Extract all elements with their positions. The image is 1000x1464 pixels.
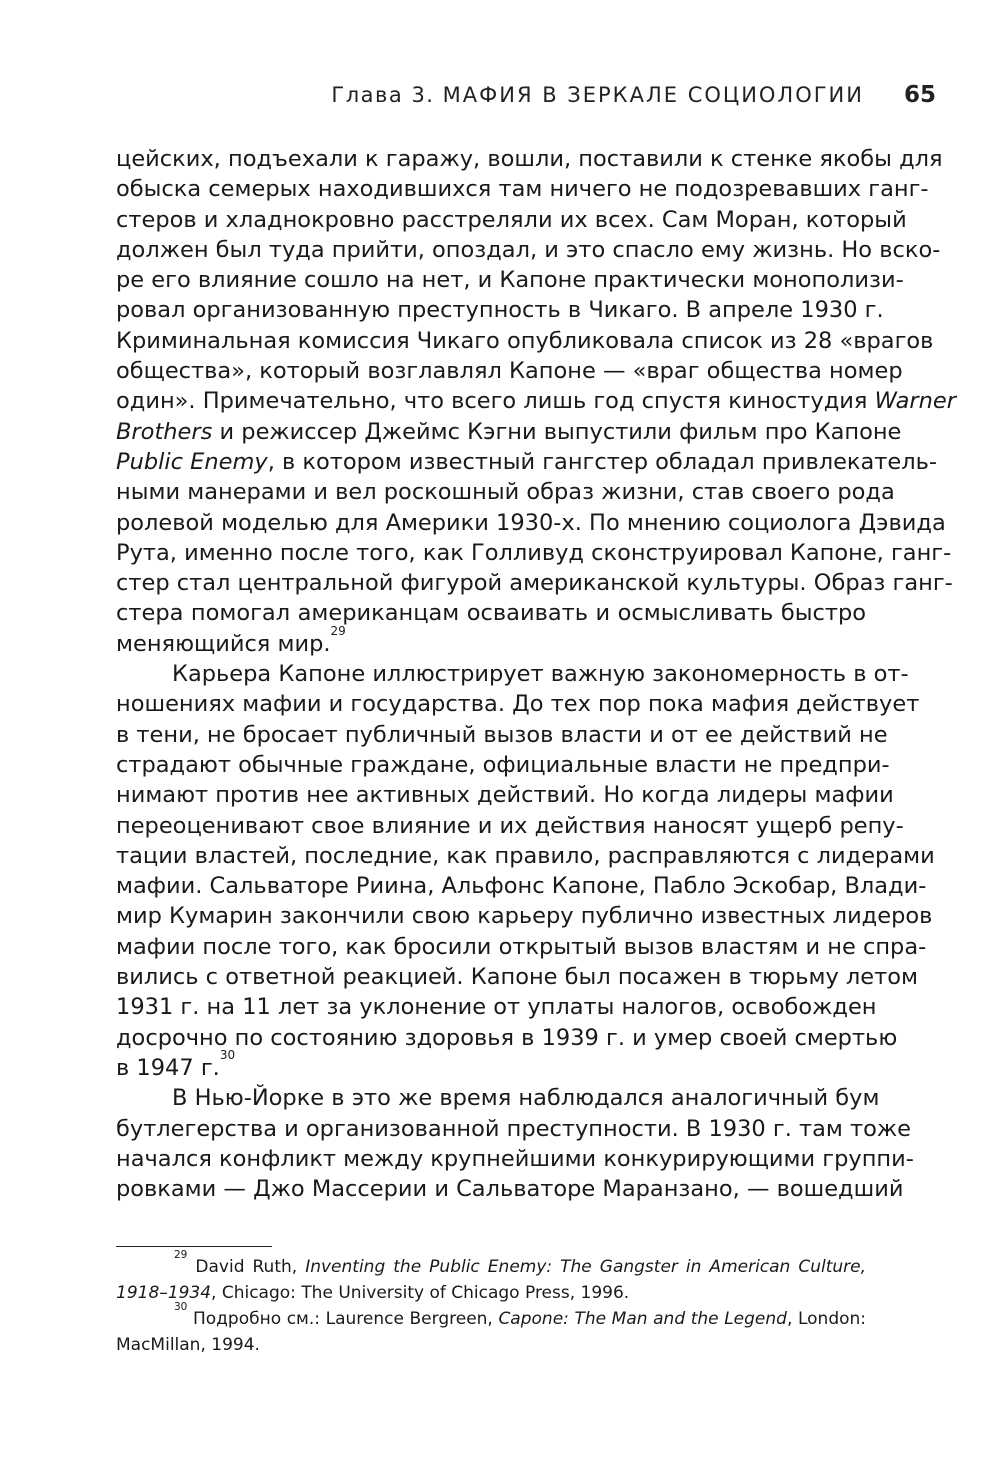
footnote-ref-30[interactable]: 30 bbox=[219, 1047, 236, 1062]
text-line: обыска семерых находившихся там ничего не подозревавших ганг- bbox=[116, 176, 929, 203]
text-fragment: в 1947 г. bbox=[116, 1054, 220, 1081]
text-line: ре его влияние сошло на нет, и Капоне практически монополизи- bbox=[116, 267, 904, 294]
text-fragment: , в котором известный гангстер обладал привлекатель- bbox=[267, 448, 938, 475]
text-line: стера помогал американцам осваивать и осмысливать быстро bbox=[116, 600, 866, 627]
footnote-ref-29[interactable]: 29 bbox=[330, 623, 346, 638]
text-line bbox=[116, 447, 938, 477]
text-line: тации властей, последние, как правило, расправляются с лидерами bbox=[116, 842, 935, 869]
text-line: ношениях мафии и государства. До тех пор пока мафия действует bbox=[116, 691, 920, 718]
footnote-text: , Chicago: The University of Chicago Press, 1996. bbox=[211, 1283, 630, 1303]
footnotes bbox=[116, 1249, 867, 1358]
footnote-number: 29 bbox=[174, 1249, 188, 1261]
italic-public-enemy: Public Enemy bbox=[116, 448, 268, 475]
text-line: досрочно по состоянию здоровья в 1939 г. и умер своей смертью bbox=[116, 1024, 898, 1051]
text-line: 1931 г. на 11 лет за уклонение от уплаты налогов, освобожден bbox=[116, 994, 877, 1021]
running-header bbox=[116, 82, 936, 108]
text-line bbox=[116, 623, 866, 659]
text-line: Карьера Капоне иллюстрирует важную закономерность в от- bbox=[172, 661, 909, 688]
footnote-divider bbox=[116, 1246, 272, 1247]
text-fragment: меняющийся мир. bbox=[116, 630, 331, 657]
text-line: начался конфликт между крупнейшими конкурирующими группи- bbox=[116, 1145, 914, 1172]
footnote-29 bbox=[116, 1249, 867, 1306]
text-line: ными манерами и вел роскошный образ жизни, став своего рода bbox=[116, 479, 895, 506]
text-line: мир Кумарин закончили свою карьеру публично известных лидеров bbox=[116, 903, 933, 930]
text-fragment: и режиссер Джеймс Кэгни выпустили фильм про Капоне bbox=[219, 418, 902, 445]
text-line: в тени, не бросает публичный вызов власти и от ее действий не bbox=[116, 721, 888, 748]
page-number: 65 bbox=[903, 82, 936, 108]
text-line: стер стал центральной фигурой американской культуры. Образ ганг- bbox=[116, 570, 953, 597]
text-line: стеров и хладнокровно расстреляли их всех. Сам Моран, который bbox=[116, 206, 907, 233]
text-line bbox=[116, 1047, 866, 1083]
italic-brothers: Brothers bbox=[116, 418, 213, 445]
footnote-30 bbox=[116, 1301, 867, 1358]
text-line: страдают обычные граждане, официальные власти не предпри- bbox=[116, 751, 890, 778]
footnote-title: Capone: The Man and the Legend bbox=[498, 1309, 787, 1329]
text-line: должен был туда прийти, опоздал, и это спасло ему жизнь. Но вско- bbox=[116, 236, 941, 263]
text-line: Рута, именно после того, как Голливуд сконструировал Капоне, ганг- bbox=[116, 539, 952, 566]
text-line bbox=[116, 417, 902, 447]
text-line: общества», который возглавлял Капоне — «враг общества номер bbox=[116, 358, 903, 385]
chapter-title: МАФИЯ В ЗЕРКАЛЕ СОЦИОЛОГИИ bbox=[442, 83, 864, 107]
text-fragment: один». Примечательно, что всего лишь год спустя киностудия bbox=[116, 388, 868, 415]
text-line: ролевой моделью для Америки 1930-х. По мнению социолога Дэвида bbox=[116, 509, 946, 536]
text-line bbox=[116, 386, 956, 416]
main-text bbox=[116, 144, 956, 1204]
text-line: мафии. Сальваторе Риина, Альфонс Капоне, Пабло Эскобар, Влади- bbox=[116, 873, 927, 900]
italic-warner: Warner bbox=[874, 388, 956, 415]
chapter-heading bbox=[331, 83, 864, 107]
footnote-text: , London: MacMillan, 1994. bbox=[116, 1309, 867, 1355]
text-line: ровал организованную преступность в Чикаго. В апреле 1930 г. bbox=[116, 297, 884, 324]
text-line: нимают против нее активных действий. Но когда лидеры мафии bbox=[116, 782, 894, 809]
chapter-prefix: Глава 3. bbox=[331, 83, 435, 107]
text-line: Криминальная комиссия Чикаго опубликовала список из 28 «врагов bbox=[116, 327, 934, 354]
footnote-text: David Ruth, bbox=[195, 1257, 306, 1277]
footnote-number: 30 bbox=[174, 1301, 188, 1313]
text-line: переоценивают свое влияние и их действия наносят ущерб репу- bbox=[116, 812, 904, 839]
text-line: бутлегерства и организованной преступности. В 1930 г. там тоже bbox=[116, 1115, 912, 1142]
text-line: цейских, подъехали к гаражу, вошли, поставили к стенке якобы для bbox=[116, 146, 943, 172]
text-line: В Нью-Йорке в это же время наблюдался аналогичный бум bbox=[172, 1085, 880, 1112]
footnote-title: Inventing the Public Enemy: The Gangster in American Culture, 1918–1934 bbox=[116, 1257, 867, 1303]
text-line: мафии после того, как бросили открытый вызов властям и не спра- bbox=[116, 933, 927, 960]
footnote-text: Подробно см.: Laurence Bergreen, bbox=[192, 1309, 499, 1329]
text-line: ровками — Джо Массерии и Сальваторе Маранзано, — вошедший bbox=[116, 1176, 904, 1203]
text-line: вились с ответной реакцией. Капоне был посажен в тюрьму летом bbox=[116, 964, 918, 991]
